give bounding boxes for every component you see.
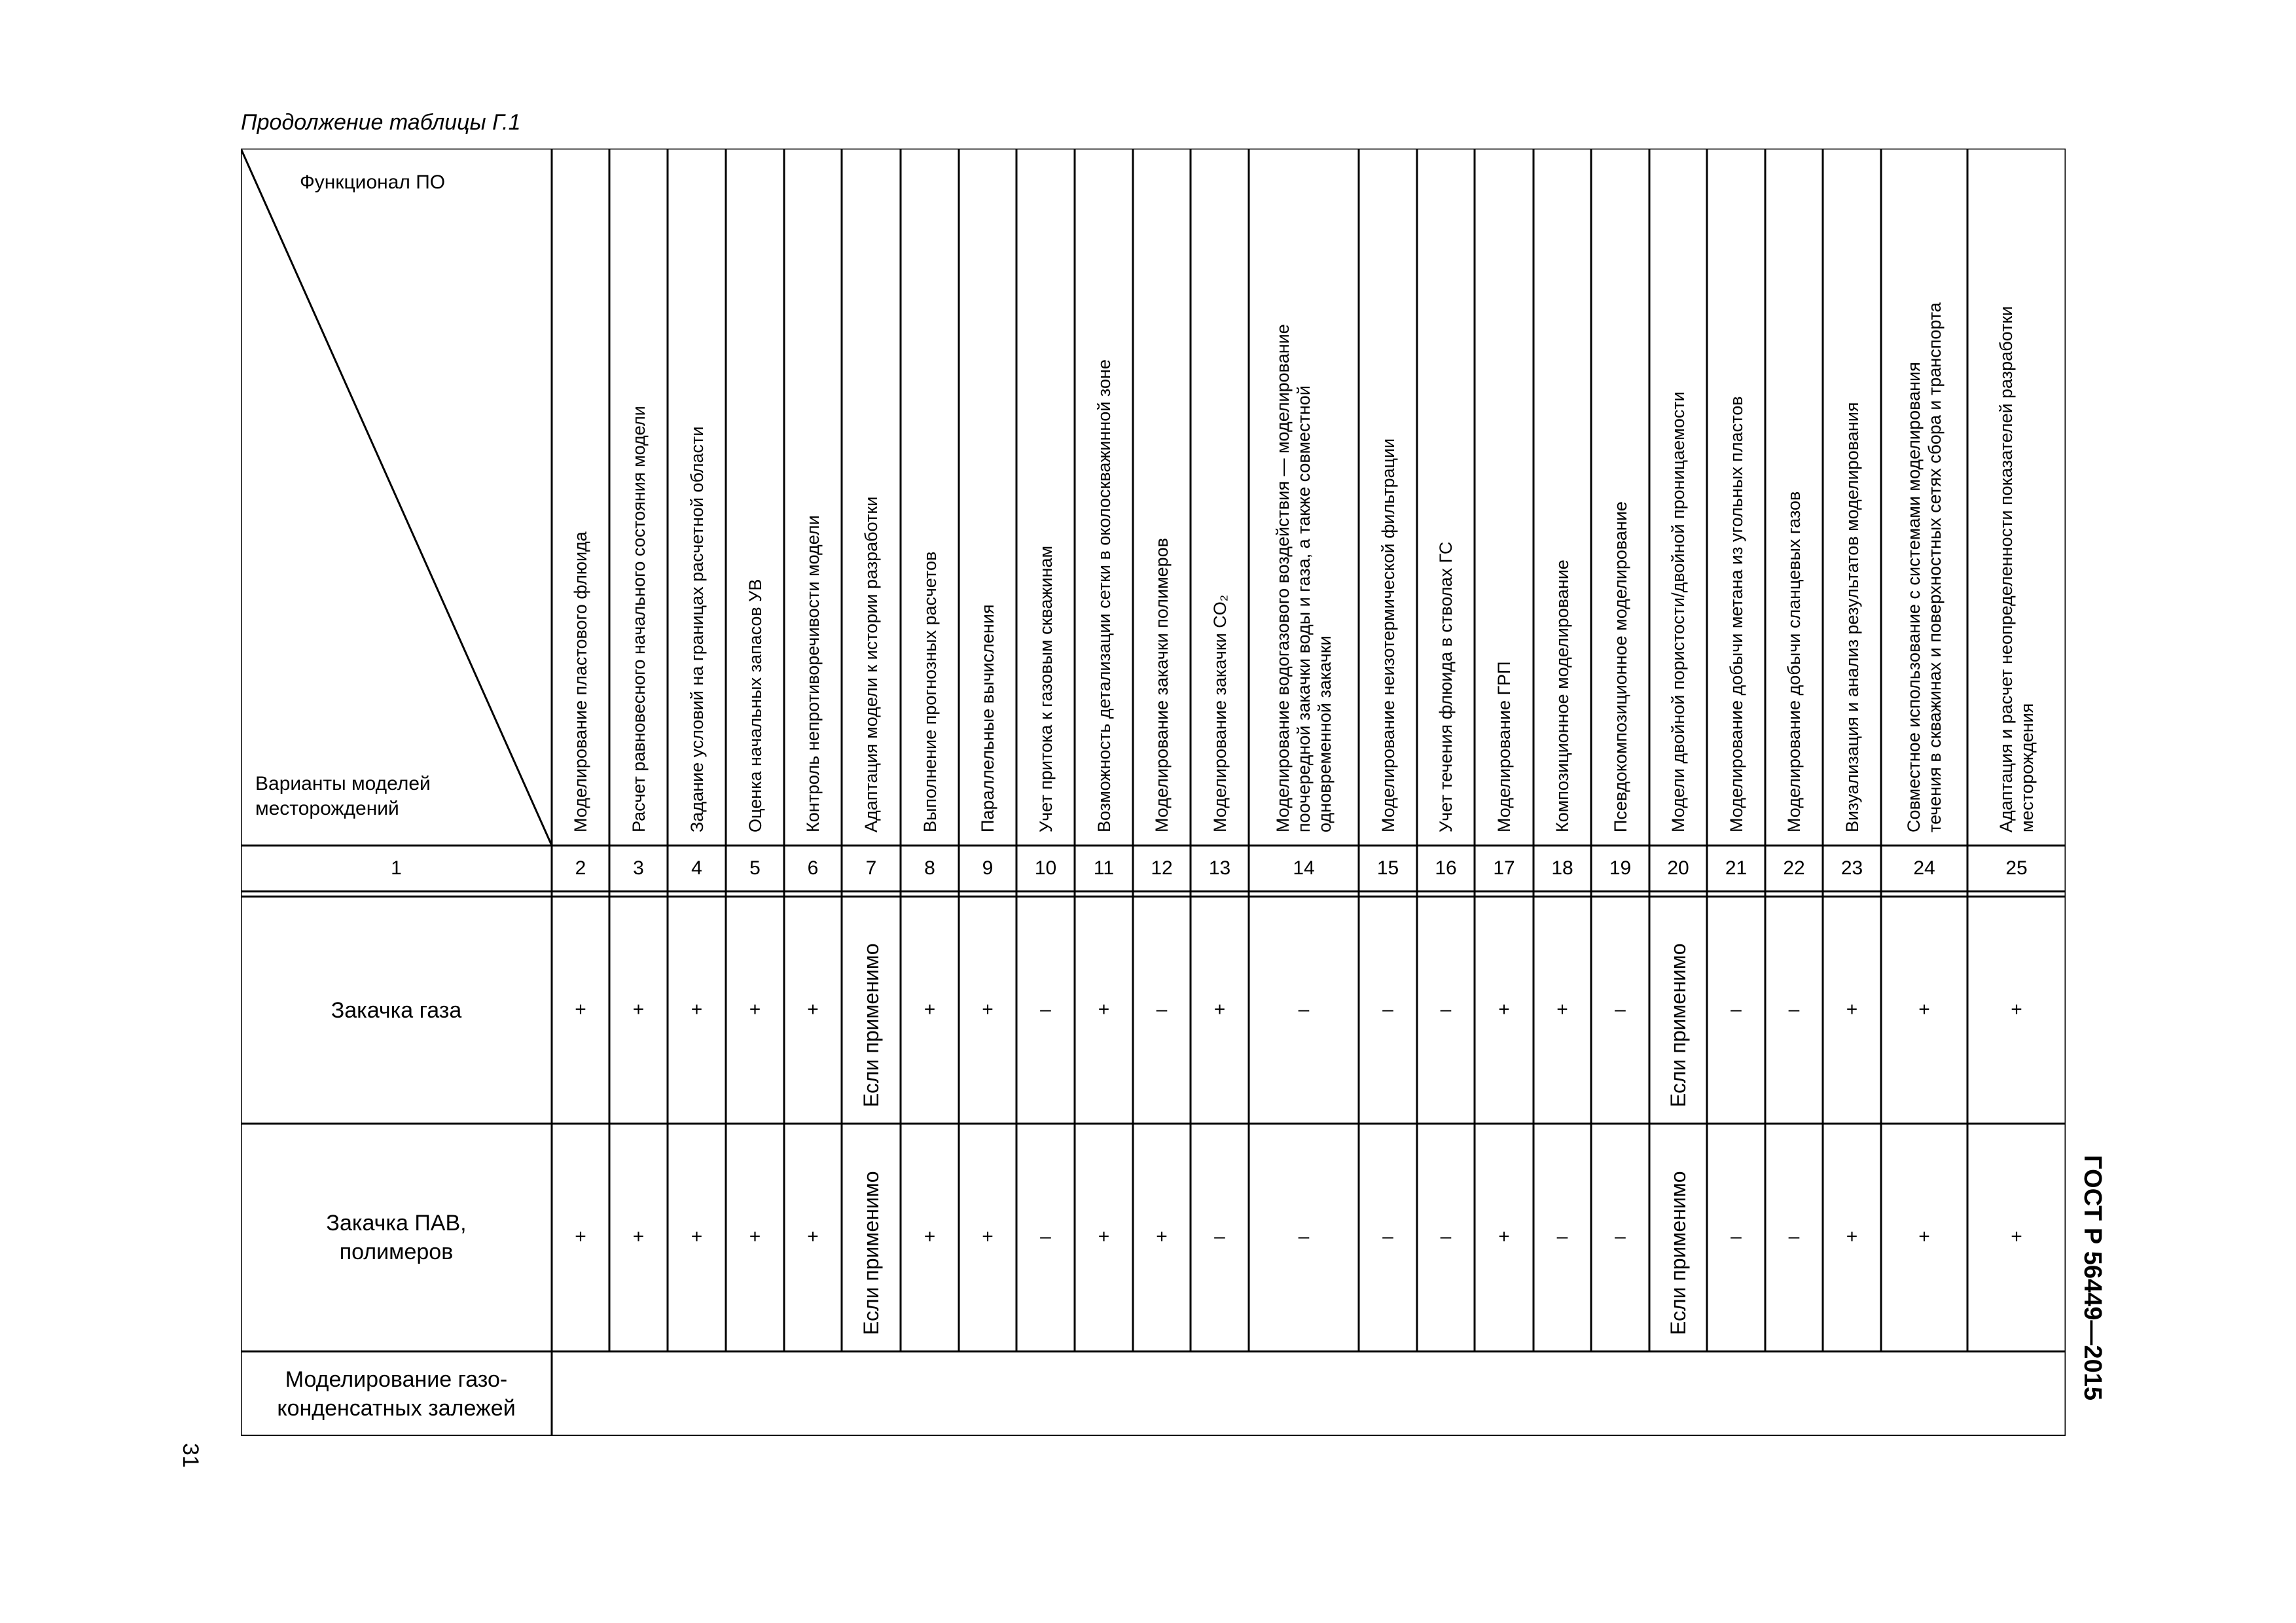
cell-plus: +: [749, 1226, 761, 1247]
column-header-text: Расчет равновесного начального состояния модели: [628, 406, 649, 832]
column-number: 2: [575, 857, 586, 879]
cell-plus: +: [749, 998, 761, 1020]
column-header-text: течения в скважинах и поверхностных сетях сбора и транспорта: [1925, 302, 1945, 832]
column-header-text: Моделирование неизотермической фильтрации: [1378, 438, 1398, 832]
column-number: 25: [2005, 857, 2028, 879]
cell-dash: –: [1731, 998, 1742, 1020]
column-number: 6: [807, 857, 819, 879]
column-number: 10: [1034, 857, 1057, 879]
cell-plus: +: [1498, 1226, 1510, 1247]
cell-plus: +: [691, 1226, 703, 1247]
cell-plus: +: [1556, 998, 1568, 1020]
cell-plus: +: [1098, 1226, 1110, 1247]
cell-plus: +: [1498, 998, 1510, 1020]
cell-dash: –: [1214, 1226, 1225, 1247]
cell-dash: –: [1556, 1226, 1568, 1247]
cell-plus: +: [1918, 998, 1930, 1020]
cell-plus: +: [632, 998, 645, 1020]
cell-plus: +: [575, 1226, 586, 1247]
cell-dash: –: [1298, 1226, 1310, 1247]
cell-plus: +: [2011, 1226, 2022, 1247]
column-number: 17: [1493, 857, 1515, 879]
row-label-line: полимеров: [339, 1240, 454, 1264]
column-number: 16: [1435, 857, 1457, 879]
column-number: 13: [1208, 857, 1231, 879]
cell-dash: –: [1382, 998, 1393, 1020]
column-number: 4: [691, 857, 702, 879]
row-label: [241, 1209, 552, 1266]
column-number: 8: [924, 857, 935, 879]
cell-text-rotated: Если применимо: [859, 943, 883, 1107]
standard-number: ГОСТ Р 56449—2015: [2079, 1155, 2106, 1400]
cell-text-rotated: Если применимо: [1666, 943, 1690, 1107]
column-number: 23: [1840, 857, 1863, 879]
column-header-text: Моделирование закачки полимеров: [1152, 537, 1172, 832]
column-header-text: Моделирование добычи сланцевых газов: [1784, 491, 1804, 832]
cell-plus: +: [1213, 998, 1226, 1020]
cell-plus: +: [924, 998, 936, 1020]
cell-dash: –: [1615, 998, 1626, 1020]
cell-dash: –: [1731, 1226, 1742, 1247]
column-header-text: Модели двойной пористости/двойной проницаемости: [1668, 391, 1688, 832]
cell-text-rotated: Если применимо: [1666, 1171, 1690, 1335]
column-header-text: поочередной закачки воды и газа, а также совместной: [1294, 385, 1314, 832]
cell-plus: +: [2011, 998, 2022, 1020]
column-header-text: Визуализация и анализ результатов моделирования: [1842, 402, 1862, 832]
column-header-text: Адаптация и расчет неопределенности показателей разработки: [1996, 306, 2016, 832]
cell-plus: +: [575, 998, 586, 1020]
column-header-text: Возможность детализации сетки в околоскважинной зоне: [1094, 359, 1114, 832]
header-top-label: Функционал ПО: [300, 171, 446, 193]
column-number: 15: [1376, 857, 1399, 879]
column-header-text: Моделирование водогазового воздействия — моделирование: [1273, 324, 1293, 832]
column-header-text: Псевдокомпозиционное моделирование: [1610, 501, 1630, 832]
column-header-text: Моделирование добычи метана из угольных пластов: [1726, 396, 1746, 832]
column-header-text: Композиционное моделирование: [1552, 560, 1572, 832]
column-number: 21: [1725, 857, 1748, 879]
cell-dash: –: [1040, 1226, 1051, 1247]
column-header-text: Моделирование закачки CO₂: [1210, 594, 1230, 832]
cell-plus: +: [1918, 1226, 1930, 1247]
cell-plus: +: [1098, 998, 1110, 1020]
column-number: 9: [982, 857, 994, 879]
header-bottom-label: [255, 772, 431, 821]
cell-plus: +: [632, 1226, 645, 1247]
cell-dash: –: [1382, 1226, 1393, 1247]
column-header-text: Моделирование пластового флюида: [571, 531, 590, 832]
header-bottom-line-2: месторождений: [255, 798, 399, 819]
cell-plus: +: [691, 998, 703, 1020]
column-header-text: Учет течения флюида в стволах ГС: [1436, 541, 1456, 832]
table-caption: Продолжение таблицы Г.1: [241, 110, 521, 135]
column-header-text: месторождения: [2017, 703, 2037, 832]
header-bottom-line-1: Варианты моделей: [255, 773, 431, 794]
row-label: [241, 1365, 552, 1423]
column-number: 19: [1609, 857, 1632, 879]
page-number: 31: [178, 1443, 203, 1468]
column-header-text: Задание условий на границах расчетной области: [687, 426, 707, 832]
cell-dash: –: [1615, 1226, 1626, 1247]
cell-plus: +: [982, 998, 994, 1020]
column-header-text: Совместное использование с системами моделирования: [1904, 362, 1924, 832]
cell-dash: –: [1156, 998, 1168, 1020]
column-header-text: Параллельные вычисления: [978, 604, 997, 832]
column-number: 20: [1667, 857, 1689, 879]
cell-plus: +: [1846, 998, 1858, 1020]
cell-plus: +: [807, 998, 819, 1020]
cell-dash: –: [1040, 998, 1051, 1020]
cell-dash: –: [1440, 998, 1452, 1020]
column-header-text: Учет притока к газовым скважинам: [1035, 545, 1056, 832]
column-header-text: Моделирование ГРП: [1494, 661, 1514, 832]
column-number: 12: [1151, 857, 1173, 879]
cell-plus: +: [1156, 1226, 1168, 1247]
column-header-text: Выполнение прогнозных расчетов: [920, 551, 940, 832]
column-header-text: Оценка начальных запасов УВ: [745, 579, 765, 832]
cell-plus: +: [924, 1226, 936, 1247]
column-number: 3: [633, 857, 644, 879]
column-number: 24: [1913, 857, 1935, 879]
column-number: 5: [749, 857, 761, 879]
cell-text-rotated: Если применимо: [859, 1171, 883, 1335]
column-number: 18: [1551, 857, 1573, 879]
cell-plus: +: [1846, 1226, 1858, 1247]
column-number: 14: [1293, 857, 1315, 879]
column-header-text: Контроль непротиворечивости модели: [803, 515, 823, 832]
header-diagonal: [241, 149, 552, 846]
cell-dash: –: [1788, 998, 1800, 1020]
row-label-line: Моделирование газо-: [285, 1366, 508, 1392]
column-number: 22: [1783, 857, 1805, 879]
cell-plus: +: [807, 1226, 819, 1247]
cell-dash: –: [1440, 1226, 1452, 1247]
row-label-line: Закачка ПАВ,: [326, 1211, 467, 1236]
row-label: [241, 996, 552, 1025]
cell-dash: –: [1788, 1226, 1800, 1247]
cell-dash: –: [1298, 998, 1310, 1020]
cell-plus: +: [982, 1226, 994, 1247]
row-label-line: конденсатных залежей: [277, 1395, 516, 1421]
column-number: 7: [865, 857, 877, 879]
row-label-line: Закачка газа: [331, 997, 462, 1023]
continuation-table: [241, 149, 2066, 1436]
column-number: 1: [391, 857, 402, 879]
column-header-text: Адаптация модели к истории разработки: [861, 496, 881, 832]
column-number: 11: [1093, 857, 1115, 879]
column-header-text: одновременной закачки: [1315, 635, 1335, 832]
